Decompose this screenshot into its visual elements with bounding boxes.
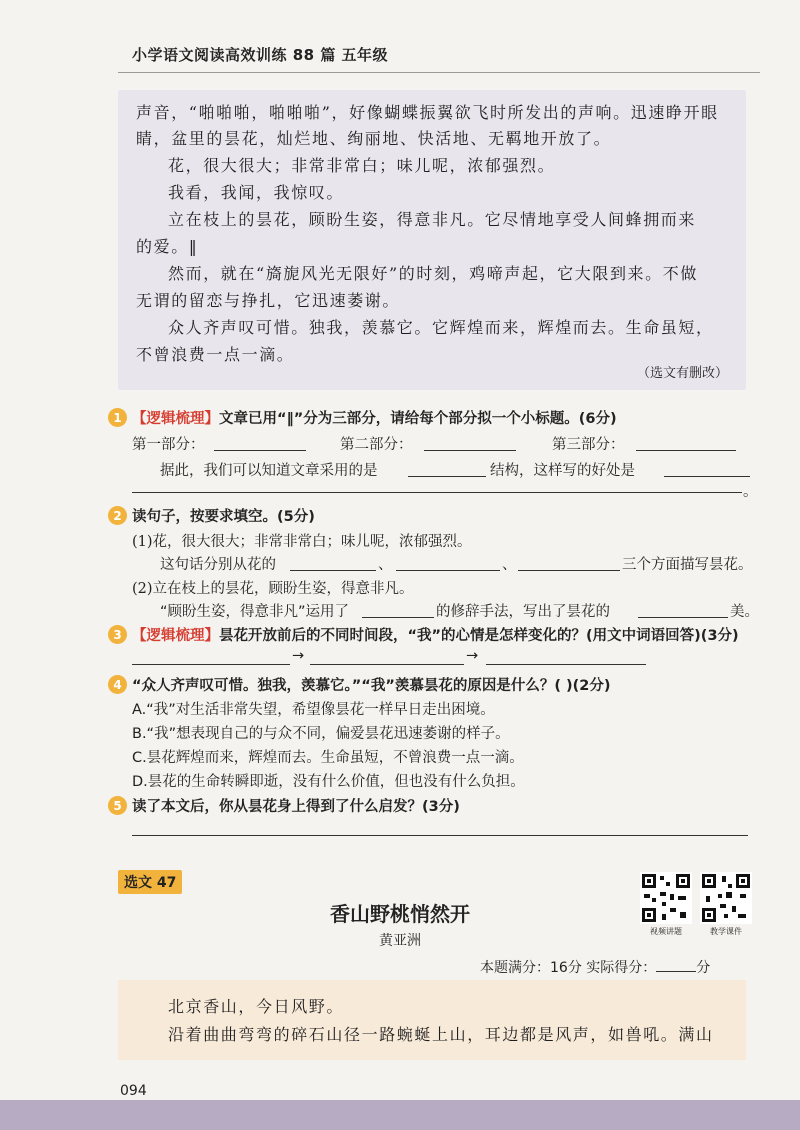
structure-text-a: 据此，我们可以知道文章采用的是 — [160, 463, 378, 479]
separator: 、 — [378, 557, 393, 573]
option-d[interactable]: D.昙花的生命转瞬即逝，没有什么价值，但也没有什么负担。 — [132, 774, 525, 790]
question-5-prompt: 读了本文后，你从昙花身上得到了什么启发？(3分) — [132, 799, 460, 815]
part2-answer-blank[interactable] — [424, 450, 516, 451]
passage2-line: 沿着曲曲弯弯的碎石山径一路蜿蜒上山，耳边都是风声，如兽吼。满山 — [168, 1025, 714, 1044]
part2-label: 第二部分： — [340, 437, 413, 453]
separator: 、 — [502, 557, 517, 573]
passage-line: 声音，“啪啪啪，啪啪啪”，好像蝴蝶振翼欲飞时所发出的声响。迅速睁开眼 — [136, 103, 719, 122]
passage-line: 众人齐声叹可惜。独我，羡慕它。它辉煌而来，辉煌而去。生命虽短， — [168, 318, 714, 337]
passage2-box — [118, 980, 746, 1060]
passage-line: 无谓的留恋与挣扎，它迅速萎谢。 — [136, 291, 401, 310]
s2-fill-text-a: “顾盼生姿，得意非凡”运用了 — [160, 604, 350, 620]
article-title: 香山野桃悄然开 — [330, 902, 470, 926]
logic-tag: 【逻辑梳理】 — [132, 411, 219, 427]
question-1-prompt: 【逻辑梳理】文章已用“‖”分为三部分，请给每个部分拟一个小标题。(6分) — [132, 411, 617, 427]
question-2-prompt: 读句子，按要求填空。(5分) — [132, 509, 315, 525]
end-mark: 。 — [743, 484, 758, 500]
arrow: → — [292, 648, 305, 664]
benefit-answer-blank[interactable] — [664, 476, 750, 477]
sentence-2: (2)立在枝上的昙花，顾盼生姿，得意非凡。 — [132, 581, 414, 597]
passage-box — [118, 90, 746, 390]
question-3-prompt: 【逻辑梳理】昙花开放前后的不同时间段，“我”的心情是怎样变化的？(用文中词语回答)(3分) — [132, 628, 739, 644]
mood-3-blank[interactable] — [486, 664, 646, 665]
option-b[interactable]: B.“我”想表现自己的与众不同，偏爱昙花迅速萎谢的样子。 — [132, 726, 510, 742]
qr-code-icon[interactable] — [700, 872, 752, 924]
passage-line: 的爱。‖ — [136, 237, 199, 256]
option-c[interactable]: C.昙花辉煌而来，辉煌而去。生命虽短，不曾浪费一点一滴。 — [132, 750, 524, 766]
question-number: 5 — [108, 796, 127, 815]
s1-fill-text-b: 三个方面描写昙花。 — [622, 557, 753, 573]
s2-fill-text-c: 美。 — [730, 604, 759, 620]
mood-2-blank[interactable] — [310, 664, 464, 665]
passage-line: 然而，就在“旖旎风光无限好”的时刻，鸡啼声起，它大限到来。不做 — [168, 264, 698, 283]
passage-line: 我看，我闻，我惊叹。 — [168, 183, 345, 202]
s1-fill-text-a: 这句话分别从花的 — [160, 557, 276, 573]
benefit-answer-line[interactable] — [132, 492, 742, 493]
part3-label: 第三部分： — [552, 437, 625, 453]
structure-text-b: 结构，这样写的好处是 — [490, 463, 635, 479]
page-bottom-strip — [0, 1100, 800, 1130]
logic-tag: 【逻辑梳理】 — [132, 628, 219, 644]
book-title: 小学语文阅读高效训练 88 篇 五年级 — [132, 46, 389, 64]
passage-line: 不曾浪费一点一滴。 — [136, 345, 295, 364]
question-4-prompt: “众人齐声叹可惜。独我，羡慕它。”“我”羡慕昙花的原因是什么？( )(2分) — [132, 678, 611, 694]
structure-answer-blank[interactable] — [408, 476, 486, 477]
question-number: 4 — [108, 675, 127, 694]
header-divider — [118, 72, 760, 73]
s2-fill-text-b: 的修辞手法，写出了昙花的 — [436, 604, 610, 620]
page-number: 094 — [120, 1083, 147, 1099]
passage-line: 花，很大很大；非常非常白；味儿呢，浓郁强烈。 — [168, 156, 556, 175]
rhetoric-blank[interactable] — [362, 617, 434, 618]
passage-line: 立在枝上的昙花，顾盼生姿，得意非凡。它尽情地享受人间蜂拥而来 — [168, 210, 697, 229]
part3-answer-blank[interactable] — [636, 450, 736, 451]
article-author: 黄亚洲 — [379, 933, 421, 949]
mood-1-blank[interactable] — [132, 664, 290, 665]
question-number: 1 — [108, 408, 127, 427]
score-blank[interactable] — [656, 971, 696, 972]
beauty-blank[interactable] — [638, 617, 728, 618]
inspiration-answer-line[interactable] — [132, 835, 748, 836]
section-badge: 选文 47 — [118, 870, 182, 894]
aspect-3-blank[interactable] — [518, 570, 620, 571]
source-note: （选文有删改） — [636, 366, 728, 381]
part1-label: 第一部分： — [132, 437, 205, 453]
aspect-1-blank[interactable] — [290, 570, 376, 571]
arrow: → — [466, 648, 479, 664]
option-a[interactable]: A.“我”对生活非常失望，希望像昙花一样早日走出困境。 — [132, 702, 495, 718]
qr2-label: 教学课件 — [710, 927, 742, 936]
sentence-1: (1)花，很大很大；非常非常白；味儿呢，浓郁强烈。 — [132, 534, 472, 550]
aspect-2-blank[interactable] — [396, 570, 500, 571]
qr-code-icon[interactable] — [640, 872, 692, 924]
part1-answer-blank[interactable] — [214, 450, 306, 451]
passage-line: 睛，盆里的昙花，灿烂地、绚丽地、快活地、无羁地开放了。 — [136, 129, 612, 148]
question-number: 2 — [108, 506, 127, 525]
qr1-label: 视频讲题 — [650, 927, 682, 936]
question-number: 3 — [108, 625, 127, 644]
score-line: 本题满分：16分 实际得分： 分 — [480, 960, 711, 976]
passage2-line: 北京香山，今日风野。 — [168, 997, 345, 1016]
